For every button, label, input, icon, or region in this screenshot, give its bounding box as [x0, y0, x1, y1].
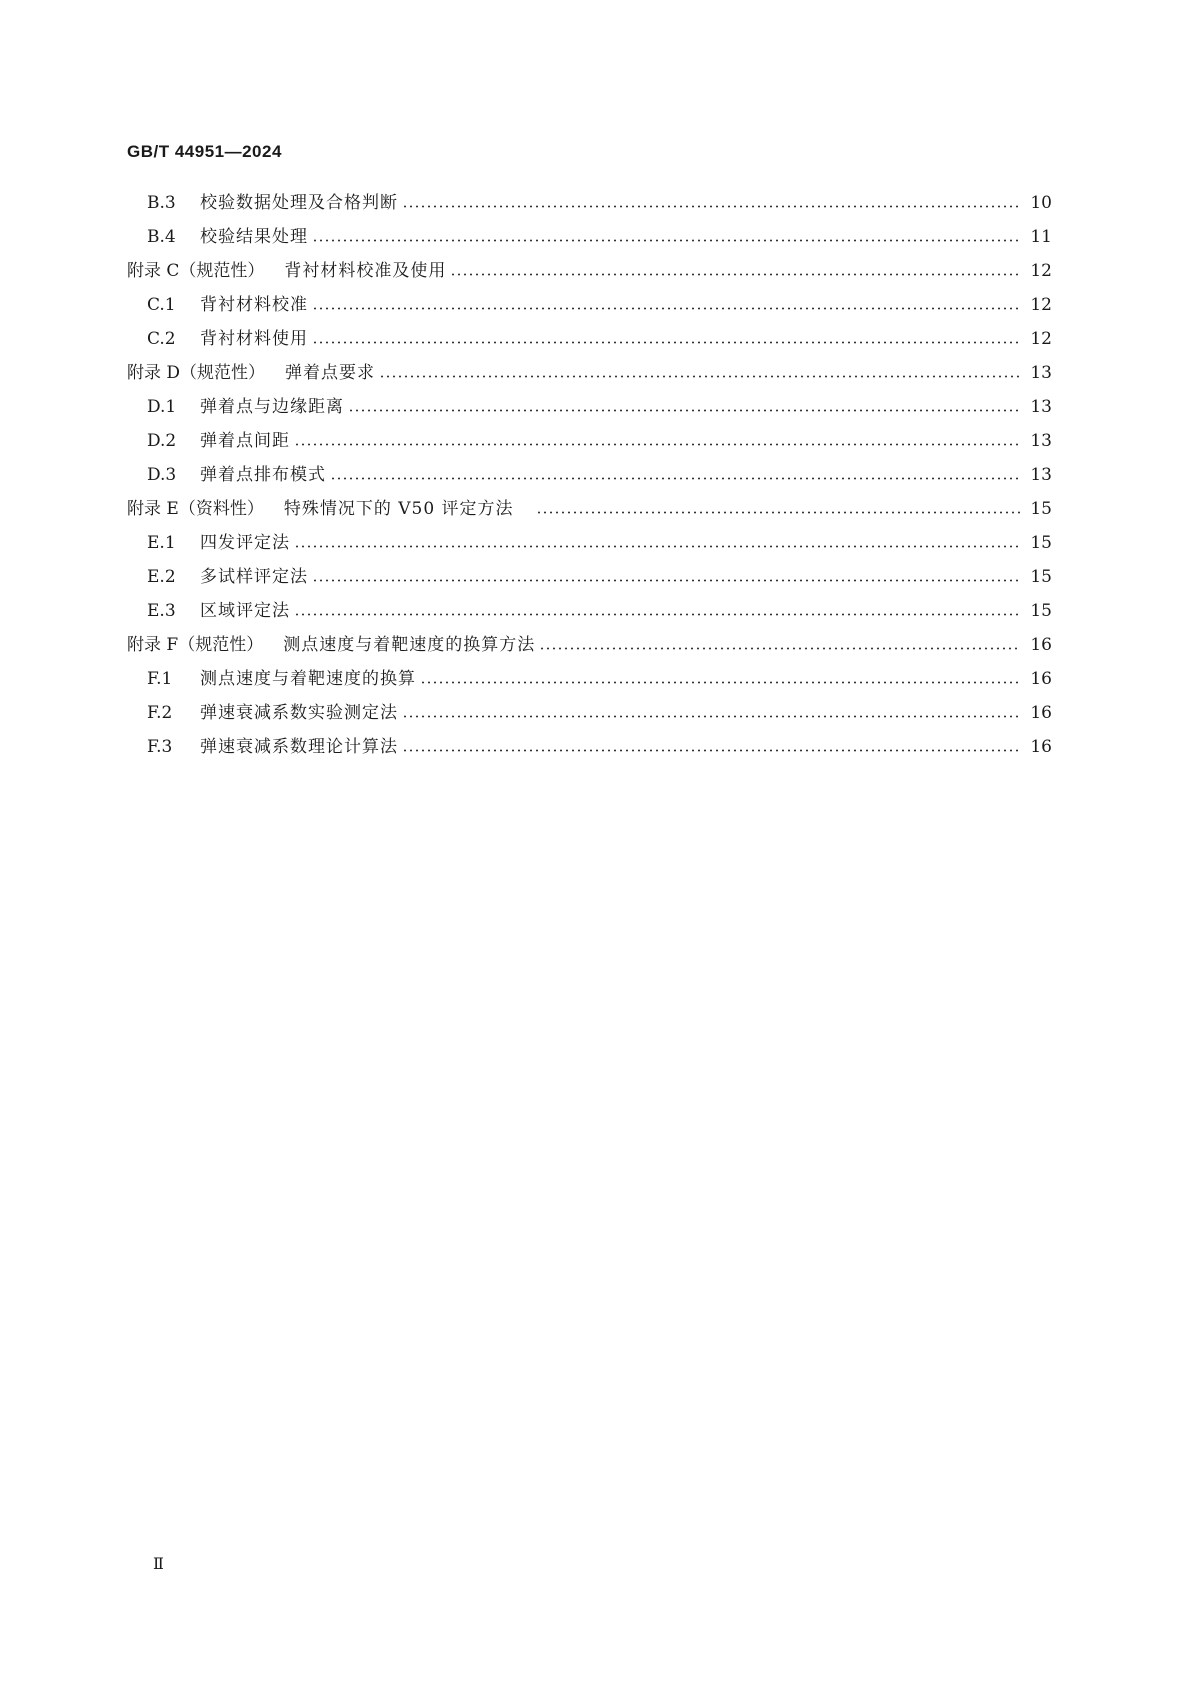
dot-leader: [348, 409, 1020, 412]
toc-entry-number: C.2: [147, 329, 176, 349]
appendix-type: （规范性）: [180, 363, 266, 383]
dot-leader: [450, 273, 1020, 276]
appendix-type: （规范性）: [178, 635, 264, 655]
toc-entry-title: 弹着点与边缘距离: [200, 397, 344, 417]
toc-entry-number: D.2: [147, 431, 177, 451]
toc-entry-page: 12: [1030, 261, 1052, 281]
toc-entry-page: 15: [1030, 601, 1052, 621]
appendix-type: （规范性）: [179, 261, 265, 281]
dot-leader: [402, 205, 1020, 208]
dot-leader: [330, 477, 1020, 480]
dot-leader: [294, 443, 1020, 446]
toc-entry-page: 11: [1030, 227, 1052, 247]
toc-entry-page: 13: [1030, 363, 1052, 383]
dot-leader: [539, 647, 1020, 650]
toc-entry-title: 测点速度与着靶速度的换算方法: [283, 635, 536, 655]
toc-entry-page: 16: [1030, 669, 1052, 689]
toc-entry-number: F.2: [147, 703, 173, 723]
dot-leader: [312, 239, 1020, 242]
toc-entry-page: 13: [1030, 397, 1052, 417]
page-number-roman: Ⅱ: [153, 1554, 164, 1573]
toc-entry-title: 背衬材料使用: [200, 329, 308, 349]
toc-entry-b4[interactable]: [147, 224, 1052, 250]
dot-leader: [402, 749, 1020, 752]
toc-entry-page: 15: [1030, 567, 1052, 587]
appendix-label: 附录 D: [127, 363, 181, 383]
toc-entry-page: 12: [1030, 295, 1052, 315]
toc-entry-number: B.4: [147, 227, 176, 247]
toc-entry-number: D.3: [147, 465, 177, 485]
toc-entry-title: 弹着点间距: [200, 431, 290, 451]
toc-entry-title: 校验结果处理: [200, 227, 308, 247]
dot-leader: [312, 307, 1020, 310]
toc-entry-title: 测点速度与着靶速度的换算: [200, 669, 416, 689]
toc-entry-d1[interactable]: [147, 394, 1052, 420]
toc-entry-number: C.1: [147, 295, 176, 315]
dot-leader: [536, 511, 1020, 514]
toc-entry-f2[interactable]: [147, 700, 1052, 726]
toc-entry-title: 弹速衰减系数理论计算法: [200, 737, 398, 757]
appendix-label: 附录 F: [127, 635, 179, 655]
toc-entry-b3[interactable]: [147, 190, 1052, 216]
toc-entry-number: E.2: [147, 567, 176, 587]
toc-entry-title: 校验数据处理及合格判断: [200, 193, 398, 213]
toc-entry-page: 16: [1030, 635, 1052, 655]
toc-entry-title: 区域评定法: [200, 601, 290, 621]
appendix-label: 附录 C: [127, 261, 180, 281]
toc-entry-page: 16: [1030, 737, 1052, 757]
toc-entry-number: D.1: [147, 397, 177, 417]
toc-entry-title: 背衬材料校准及使用: [284, 261, 447, 281]
toc-entry-f1[interactable]: [147, 666, 1052, 692]
toc-entry-e2[interactable]: [147, 564, 1052, 590]
toc-entry-page: 15: [1030, 499, 1052, 519]
toc-entry-title: 弹速衰减系数实验测定法: [200, 703, 398, 723]
toc-entry-title: 弹着点要求: [285, 363, 376, 383]
toc-entry-page: 12: [1030, 329, 1052, 349]
toc-entry-e3[interactable]: [147, 598, 1052, 624]
dot-leader: [312, 579, 1020, 582]
toc-entry-f3[interactable]: [147, 734, 1052, 760]
toc-entry-page: 15: [1030, 533, 1052, 553]
toc-entry-title: 背衬材料校准: [200, 295, 308, 315]
toc-entry-number: E.1: [147, 533, 176, 553]
toc-entry-appendix-d[interactable]: [127, 360, 1052, 386]
toc-entry-title: 多试样评定法: [200, 567, 308, 587]
toc-entry-c2[interactable]: [147, 326, 1052, 352]
toc-entry-c1[interactable]: [147, 292, 1052, 318]
dot-leader: [294, 613, 1020, 616]
dot-leader: [379, 375, 1020, 378]
toc-entry-appendix-e[interactable]: [127, 496, 1052, 522]
toc-entry-d2[interactable]: [147, 428, 1052, 454]
toc-entry-d3[interactable]: [147, 462, 1052, 488]
toc-entry-number: B.3: [147, 193, 176, 213]
toc-entry-appendix-f[interactable]: [127, 632, 1052, 658]
appendix-type: （资料性）: [178, 499, 264, 519]
dot-leader: [402, 715, 1020, 718]
appendix-label: 附录 E: [127, 499, 179, 519]
toc-entry-number: F.1: [147, 669, 173, 689]
toc-entry-appendix-c[interactable]: [127, 258, 1052, 284]
toc-entry-page: 13: [1030, 465, 1052, 485]
standard-number: GB/T 44951—2024: [127, 142, 282, 161]
dot-leader: [294, 545, 1020, 548]
dot-leader: [420, 681, 1020, 684]
toc-entry-page: 16: [1030, 703, 1052, 723]
toc-entry-title: 特殊情况下的 V50 评定方法: [283, 499, 514, 519]
toc-entry-e1[interactable]: [147, 530, 1052, 556]
toc-entry-number: E.3: [147, 601, 176, 621]
toc-entry-page: 13: [1030, 431, 1052, 451]
toc-entry-page: 10: [1030, 193, 1052, 213]
toc-entry-number: F.3: [147, 737, 173, 757]
toc-entry-title: 四发评定法: [200, 533, 290, 553]
dot-leader: [312, 341, 1020, 344]
toc-entry-title: 弹着点排布模式: [200, 465, 326, 485]
